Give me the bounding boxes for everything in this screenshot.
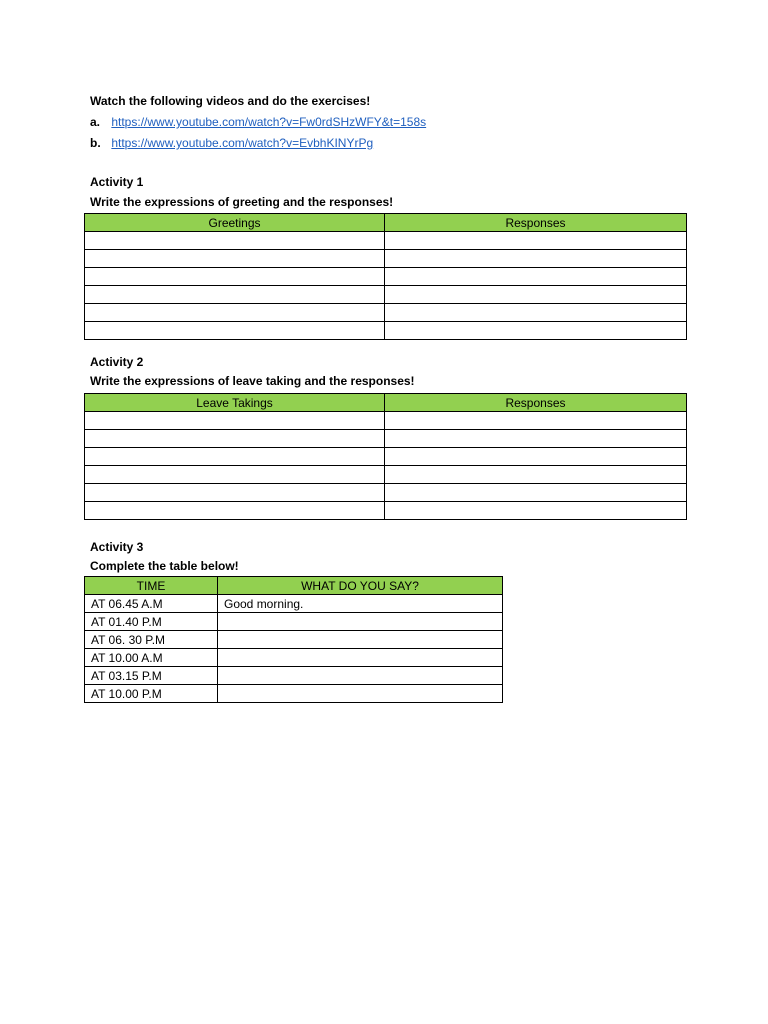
time-cell: AT 03.15 P.M <box>85 667 218 685</box>
table-row <box>85 613 503 631</box>
column-header-what-do-you-say: WHAT DO YOU SAY? <box>218 577 503 595</box>
answer-cell[interactable] <box>218 613 503 631</box>
table-row <box>85 250 687 268</box>
time-cell: AT 10.00 P.M <box>85 685 218 703</box>
activity3-title: Activity 3 <box>90 540 144 554</box>
column-header-responses: Responses <box>385 394 687 412</box>
table-row <box>85 667 503 685</box>
list-marker: a. <box>90 115 101 129</box>
table-cell[interactable] <box>385 286 687 304</box>
table-cell[interactable] <box>385 484 687 502</box>
answer-cell[interactable] <box>218 667 503 685</box>
video-link-b[interactable]: https://www.youtube.com/watch?v=EvbhKINYrPg <box>111 136 374 150</box>
table-row <box>85 322 687 340</box>
column-header-time: TIME <box>85 577 218 595</box>
time-cell: AT 10.00 A.M <box>85 649 218 667</box>
table-cell[interactable] <box>385 430 687 448</box>
table-cell[interactable] <box>385 322 687 340</box>
table-row <box>85 268 687 286</box>
table-cell[interactable] <box>85 466 385 484</box>
answer-cell[interactable] <box>218 631 503 649</box>
table-cell[interactable] <box>85 484 385 502</box>
activity1-title: Activity 1 <box>90 175 144 189</box>
list-marker: b. <box>90 136 101 150</box>
table-cell[interactable] <box>85 448 385 466</box>
answer-cell[interactable] <box>218 685 503 703</box>
table-row <box>85 484 687 502</box>
table-cell[interactable] <box>385 250 687 268</box>
video-link-a-row <box>90 114 426 130</box>
time-cell: AT 01.40 P.M <box>85 613 218 631</box>
table-row <box>85 649 503 667</box>
activity2-instruction: Write the expressions of leave taking and the responses! <box>90 374 415 388</box>
answer-cell[interactable] <box>218 649 503 667</box>
table-header-row <box>85 577 503 595</box>
table-cell[interactable] <box>85 250 385 268</box>
table-row <box>85 595 503 613</box>
table-cell[interactable] <box>85 412 385 430</box>
table-cell[interactable] <box>85 268 385 286</box>
intro-text: Watch the following videos and do the exercises! <box>90 94 371 108</box>
table-row <box>85 631 503 649</box>
table-cell[interactable] <box>85 430 385 448</box>
table-cell[interactable] <box>85 232 385 250</box>
table-row <box>85 304 687 322</box>
leave-takings-table <box>84 393 687 520</box>
activity1-instruction: Write the expressions of greeting and the responses! <box>90 195 394 209</box>
table-row <box>85 466 687 484</box>
time-cell: AT 06. 30 P.M <box>85 631 218 649</box>
answer-cell[interactable]: Good morning. <box>218 595 503 613</box>
time-cell: AT 06.45 A.M <box>85 595 218 613</box>
table-row <box>85 412 687 430</box>
table-cell[interactable] <box>85 304 385 322</box>
table-cell[interactable] <box>85 322 385 340</box>
table-cell[interactable] <box>385 232 687 250</box>
table-cell[interactable] <box>385 448 687 466</box>
table-cell[interactable] <box>85 502 385 520</box>
table-header-row <box>85 214 687 232</box>
activity3-instruction: Complete the table below! <box>90 559 239 573</box>
table-row <box>85 502 687 520</box>
activity2-title: Activity 2 <box>90 355 144 369</box>
column-header-responses: Responses <box>385 214 687 232</box>
video-link-a[interactable]: https://www.youtube.com/watch?v=Fw0rdSHzWFY&t=158s <box>111 115 427 129</box>
video-link-b-row <box>90 135 373 151</box>
greetings-table <box>84 213 687 340</box>
table-header-row <box>85 394 687 412</box>
table-row <box>85 685 503 703</box>
table-cell[interactable] <box>85 286 385 304</box>
table-cell[interactable] <box>385 304 687 322</box>
column-header-greetings: Greetings <box>85 214 385 232</box>
table-row <box>85 448 687 466</box>
table-row <box>85 232 687 250</box>
column-header-leave-takings: Leave Takings <box>85 394 385 412</box>
table-row <box>85 430 687 448</box>
table-cell[interactable] <box>385 502 687 520</box>
table-cell[interactable] <box>385 466 687 484</box>
table-cell[interactable] <box>385 268 687 286</box>
time-expression-table <box>84 576 503 703</box>
table-cell[interactable] <box>385 412 687 430</box>
table-row <box>85 286 687 304</box>
